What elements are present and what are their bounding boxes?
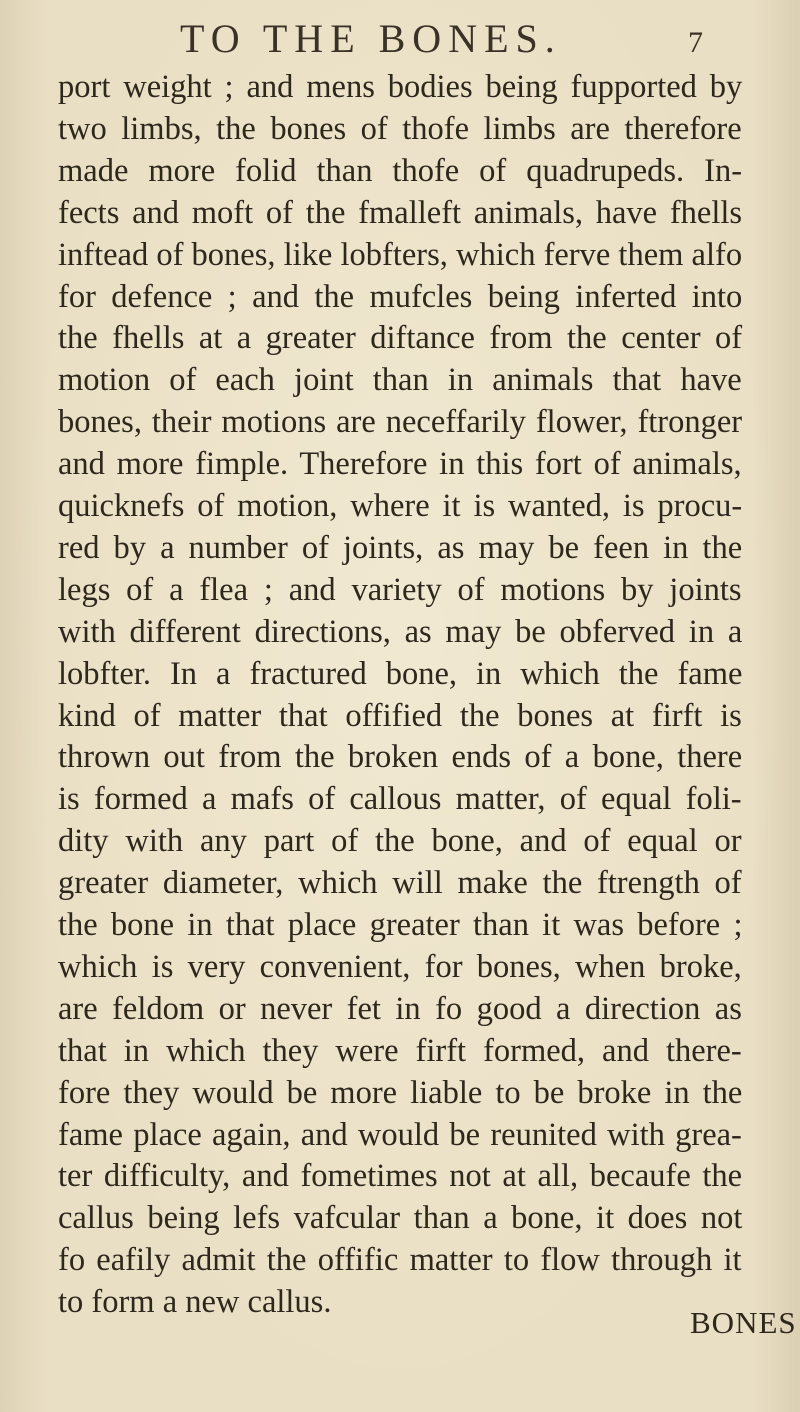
text-line: red by a number of joints, as may be feen in the <box>58 529 743 566</box>
page-number: 7 <box>688 26 703 59</box>
text-line: inftead of bones, like lobfters, which ferve them alfo <box>58 236 743 273</box>
text-line: ter difficulty, and fometimes not at all, becaufe the <box>58 1158 743 1195</box>
running-head <box>0 14 800 64</box>
text-line: with different directions, as may be obferved in a <box>58 613 743 650</box>
text-line: greater diameter, which will make the ftrength of <box>58 865 742 902</box>
text-line: fore they would be more liable to be broke in the <box>58 1074 743 1111</box>
text-line: legs of a flea ; and variety of motions by joints <box>58 571 742 608</box>
text-line: which is very convenient, for bones, when broke, <box>58 948 742 985</box>
text-line: that in which they were firft formed, and there- <box>58 1032 742 1069</box>
catchword: BONES <box>690 1305 797 1340</box>
text-line: motion of each joint than in animals that have <box>58 362 742 399</box>
text-line: are feldom or never fet in fo good a direction as <box>58 990 742 1027</box>
running-title: TO THE BONES. <box>180 16 562 61</box>
text-line: dity with any part of the bone, and of equal or <box>58 823 742 860</box>
text-line: callus being lefs vafcular than a bone, it does not <box>58 1200 743 1237</box>
text-line: to form a new callus. <box>58 1284 332 1321</box>
text-line: made more folid than thofe of quadrupeds. In- <box>58 152 743 189</box>
text-line: the bone in that place greater than it was before ; <box>58 907 743 943</box>
text-line: fects and moft of the fmalleft animals, have fhells <box>58 194 743 231</box>
text-line: and more fimple. Therefore in this fort of animals, <box>58 446 742 483</box>
text-line: thrown out from the broken ends of a bone, there <box>58 739 743 776</box>
text-line: kind of matter that offified the bones at firft is <box>58 697 742 734</box>
text-line: the fhells at a greater diftance from the center of <box>58 320 743 357</box>
text-line: lobfter. In a fractured bone, in which the fame <box>58 655 743 692</box>
text-line: quicknefs of motion, where it is wanted, is procu- <box>58 488 743 524</box>
text-line: fame place again, and would be reunited with grea- <box>58 1116 742 1153</box>
text-line: is formed a mafs of callous matter, of equal foli- <box>58 781 742 818</box>
text-line: fo eafily admit the offific matter to flow through it <box>58 1242 742 1279</box>
text-line: port weight ; and mens bodies being fupported by <box>58 69 743 105</box>
text-line: bones, their motions are neceffarily flower, ftronger <box>58 404 743 441</box>
text-line: for defence ; and the mufcles being inferted into <box>58 278 743 315</box>
text-line: two limbs, the bones of thofe limbs are therefore <box>58 110 742 147</box>
